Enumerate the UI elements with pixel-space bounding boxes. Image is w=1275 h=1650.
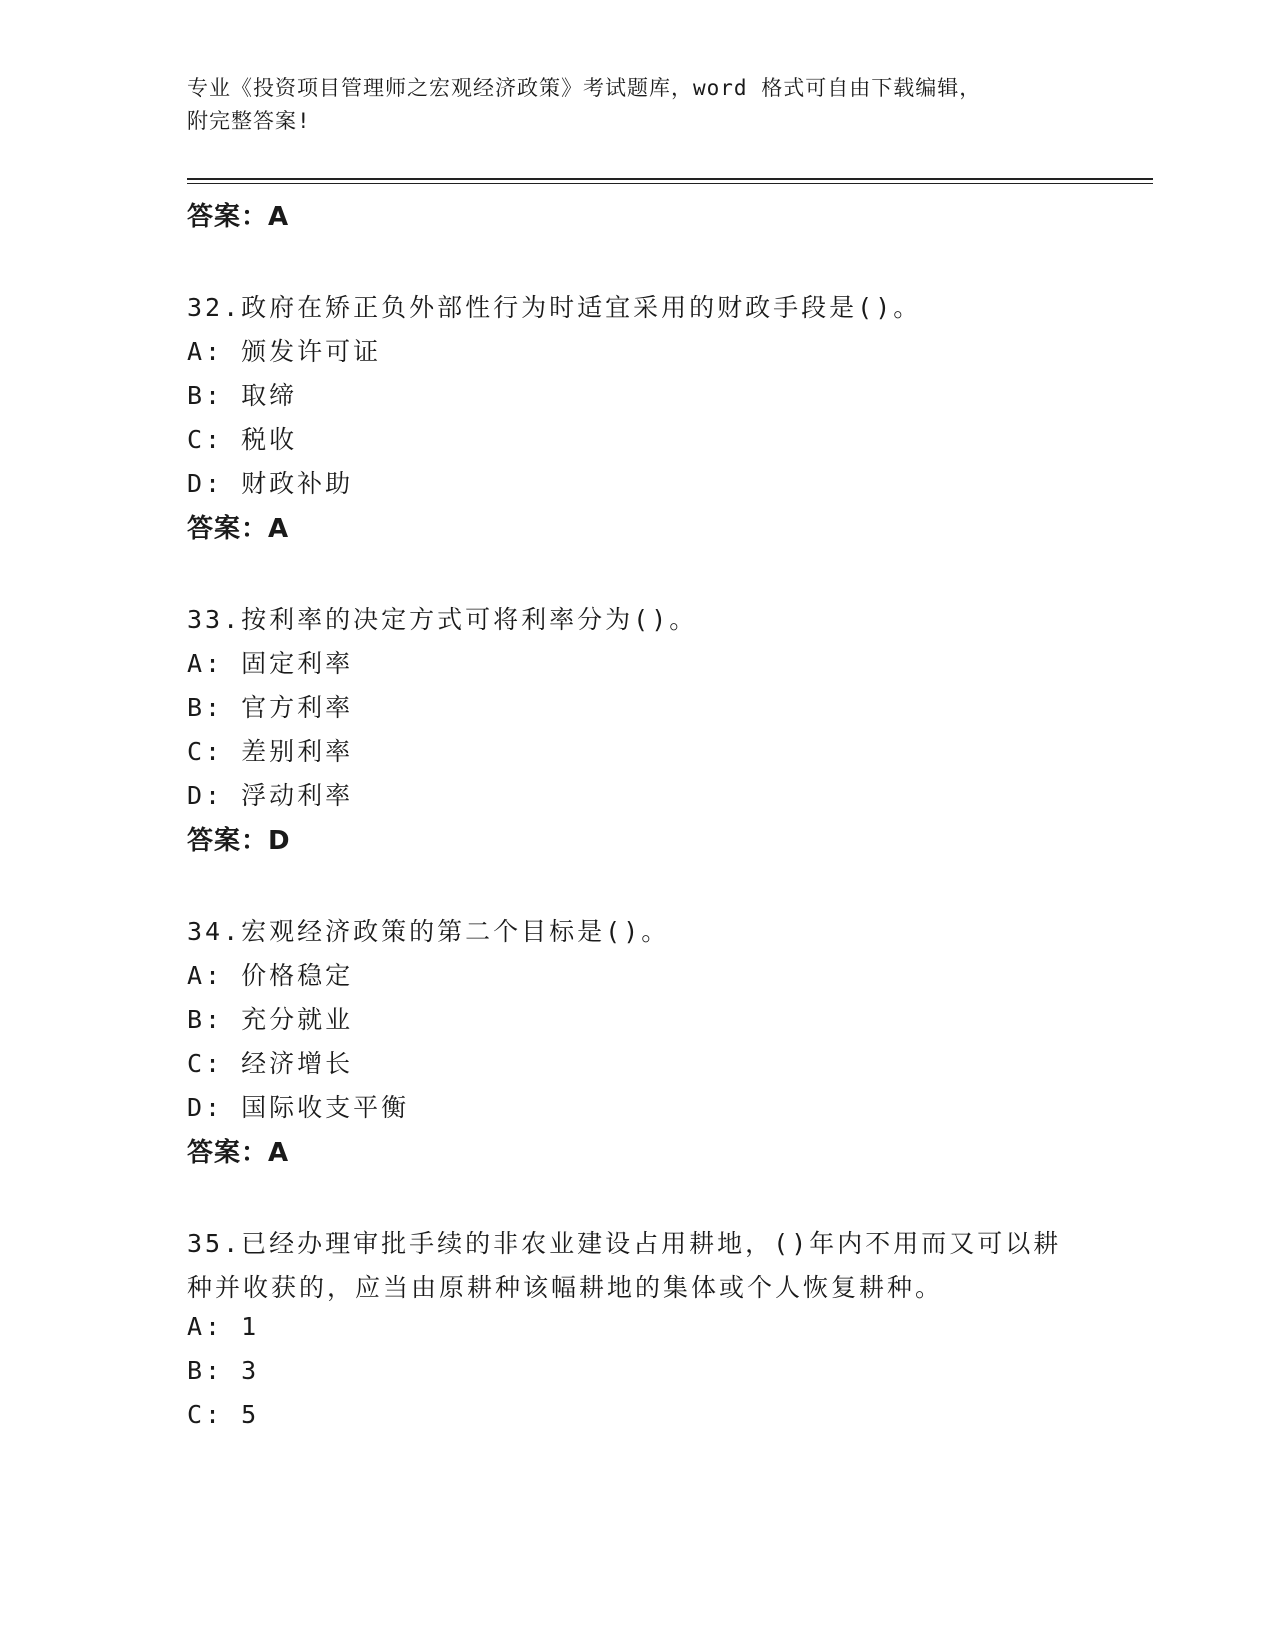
header-divider-thick — [187, 178, 1153, 180]
header-line-2: 附完整答案! — [187, 109, 311, 133]
question-35-stem-line-2: 种并收获的，应当由原耕种该幅耕地的集体或个人恢复耕种。 — [187, 1273, 944, 1302]
question-32-stem: 32.政府在矫正负外部性行为时适宜采用的财政手段是()。 — [187, 293, 922, 322]
previous-answer: 答案：A — [187, 202, 290, 232]
question-35-option-c: C: 5 — [187, 1400, 260, 1429]
question-34-option-a: A: 价格稳定 — [187, 961, 354, 990]
question-34-stem: 34.宏观经济政策的第二个目标是()。 — [187, 917, 670, 946]
question-32-option-c: C: 税收 — [187, 425, 298, 454]
question-35-option-a: A: 1 — [187, 1312, 260, 1341]
question-32-answer: 答案：A — [187, 514, 290, 544]
question-33-option-c: C: 差别利率 — [187, 737, 354, 766]
question-32-option-b: B: 取缔 — [187, 381, 298, 410]
question-32-option-a: A: 颁发许可证 — [187, 337, 382, 366]
question-35-stem-line-1: 35.已经办理审批手续的非农业建设占用耕地，()年内不用而又可以耕 — [187, 1229, 1062, 1258]
question-34-answer: 答案：A — [187, 1138, 290, 1168]
question-33-option-a: A: 固定利率 — [187, 649, 354, 678]
question-33-stem: 33.按利率的决定方式可将利率分为()。 — [187, 605, 698, 634]
header-divider-thin — [187, 183, 1153, 184]
question-34-option-b: B: 充分就业 — [187, 1005, 354, 1034]
document-header — [187, 72, 1087, 138]
question-34-option-c: C: 经济增长 — [187, 1049, 354, 1078]
question-33-option-d: D: 浮动利率 — [187, 781, 354, 810]
question-34-option-d: D: 国际收支平衡 — [187, 1093, 410, 1122]
header-line-1: 专业《投资项目管理师之宏观经济政策》考试题库，word 格式可自由下载编辑， — [187, 76, 982, 100]
question-33-option-b: B: 官方利率 — [187, 693, 354, 722]
question-33-answer: 答案：D — [187, 826, 291, 856]
question-35-option-b: B: 3 — [187, 1356, 260, 1385]
question-32-option-d: D: 财政补助 — [187, 469, 354, 498]
